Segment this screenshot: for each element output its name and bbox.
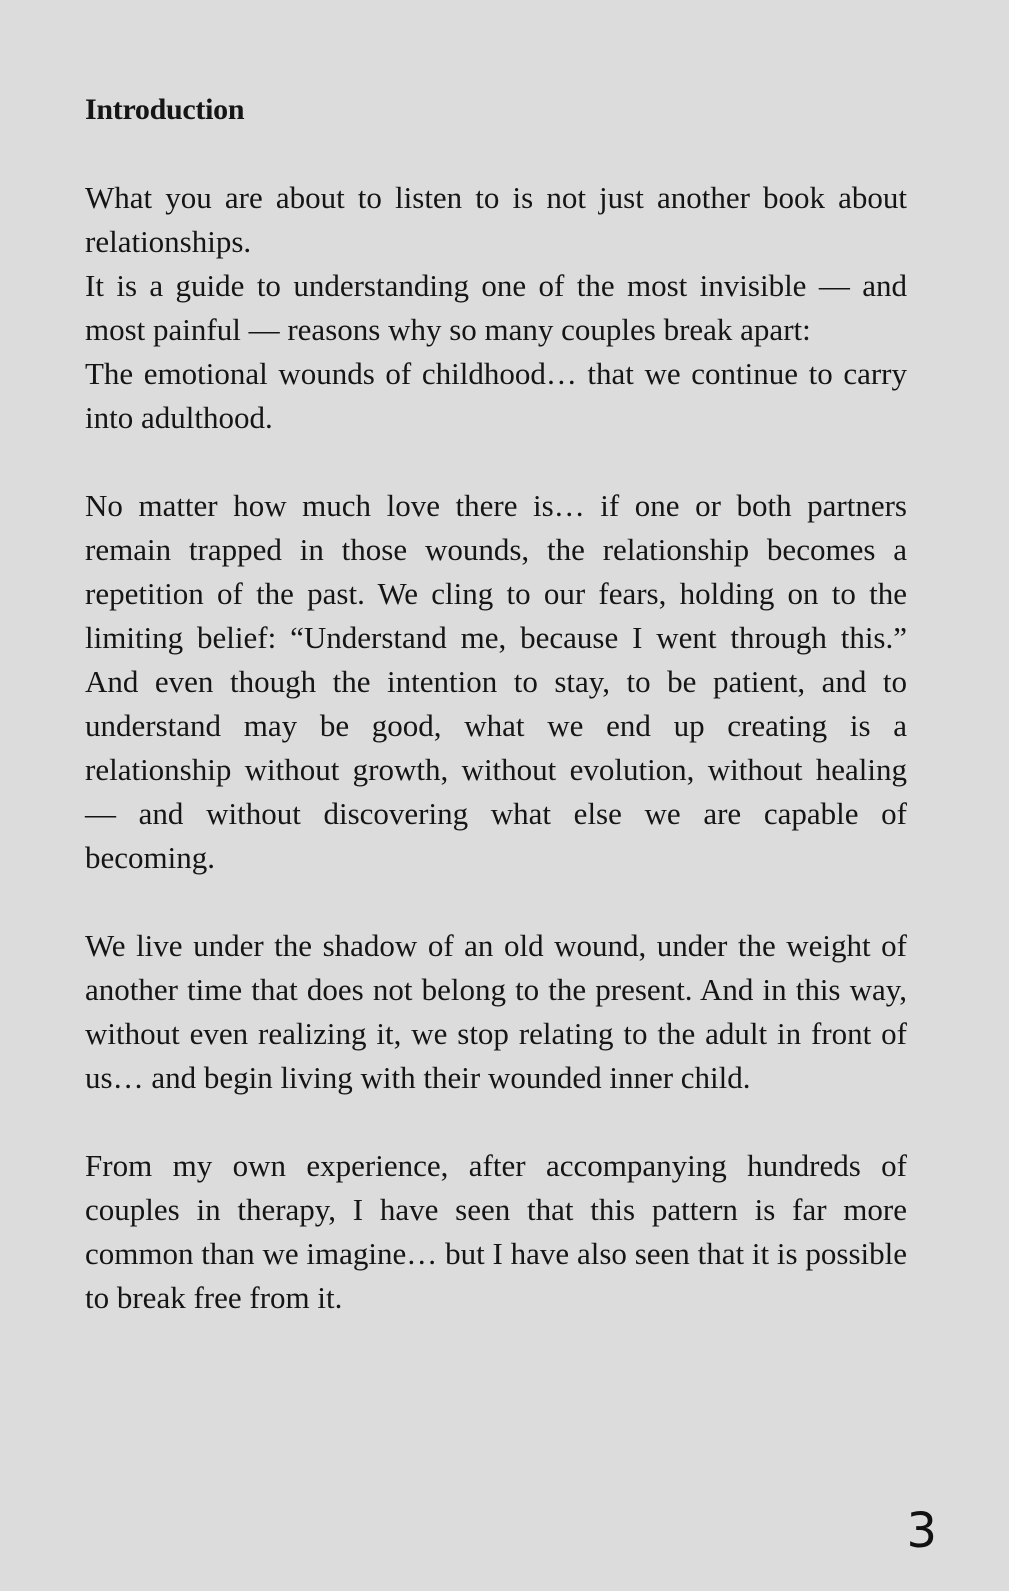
paragraph-line: What you are about to listen to is not just another book about relationships.	[85, 180, 907, 259]
paragraph-line: The emotional wounds of childhood… that we continue to carry into adulthood.	[85, 356, 907, 435]
paragraph-2	[85, 484, 907, 880]
page-number: 3	[906, 1503, 937, 1559]
paragraph-line: From my own experience, after accompanying hundreds of couples in therapy, I have seen that this pattern is far more common than we imagine… but I have also seen that it is possible to break free from it.	[85, 1148, 907, 1315]
paragraph-line: We live under the shadow of an old wound, under the weight of another time that does not belong to the present. And in this way, without even realizing it, we stop relating to the adult in front of us… and begin living with their wounded inner child.	[85, 928, 907, 1095]
paragraph-1	[85, 176, 907, 440]
page-content	[85, 88, 907, 1364]
paragraph-line: No matter how much love there is… if one or both partners remain trapped in those wounds, the relationship becomes a repetition of the past. We cling to our fears, holding on to the limiting belief: “Understand me, because I went through this.” And even though the intention to stay, to be patient, and to understand may be good, what we end up creating is a relationship without growth, without evolution, without healing — and without discovering what else we are capable of becoming.	[85, 488, 907, 875]
paragraph-line: It is a guide to understanding one of the most invisible — and most painful — reasons why so many couples break apart:	[85, 268, 907, 347]
paragraph-3	[85, 924, 907, 1100]
section-heading: Introduction	[85, 93, 245, 126]
paragraph-4	[85, 1144, 907, 1320]
